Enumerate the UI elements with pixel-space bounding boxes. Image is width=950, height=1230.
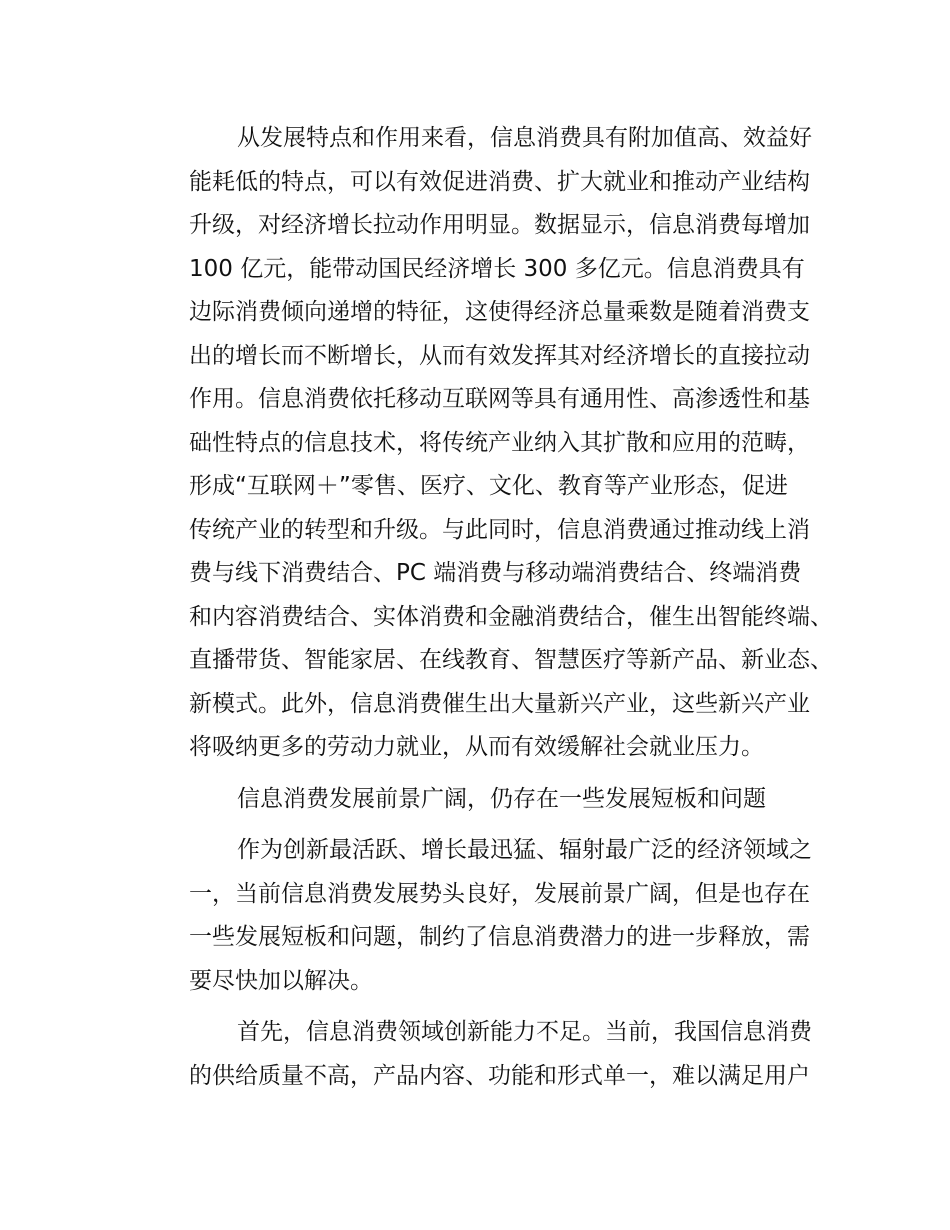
- text-line: 能耗低的特点，可以有效促进消费、扩大就业和推动产业结构: [189, 168, 810, 195]
- text-line: 首先，信息消费领域创新能力不足。当前，我国信息消费: [237, 1019, 812, 1045]
- text-line: 一些发展短板和问题，制约了信息消费潜力的进一步释放，需: [189, 924, 810, 950]
- text-line: 100 亿元，能带动国民经济增长 300 多亿元。信息消费具有: [189, 255, 805, 282]
- paragraph-3: [141, 829, 831, 1003]
- text-line: 新模式。此外，信息消费催生出大量新兴产业，这些新兴产业: [189, 690, 810, 717]
- text-line: 费与线下消费结合、PC 端消费与移动端消费结合、终端消费: [189, 560, 802, 586]
- text-line: 从发展特点和作用来看，信息消费具有附加值高、效益好: [237, 125, 812, 151]
- text-line: 作用。信息消费依托移动互联网等具有通用性、高渗透性和基: [189, 386, 810, 412]
- text-line: 和内容消费结合、实体消费和金融消费结合，催生出智能终端、: [189, 603, 833, 630]
- text-line: 要尽快加以解决。: [189, 967, 373, 994]
- text-line: 出的增长而不断增长，从而有效发挥其对经济增长的直接拉动: [189, 342, 810, 369]
- text-line: 将吸纳更多的劳动力就业，从而有效缓解社会就业压力。: [189, 734, 764, 760]
- section-heading: [141, 778, 831, 822]
- text-line: 形成“互联网＋”零售、医疗、文化、教育等产业形态，促进: [189, 473, 788, 499]
- heading-text: 信息消费发展前景广阔，仍存在一些发展短板和问题: [237, 785, 766, 812]
- text-line: 作为创新最活跃、增长最迅猛、辐射最广泛的经济领域之: [237, 837, 812, 863]
- text-line: 础性特点的信息技术，将传统产业纳入其扩散和应用的范畴，: [189, 429, 810, 456]
- paragraph-1: [141, 117, 831, 770]
- text-line: 一，当前信息消费发展势头良好，发展前景广阔，但是也存在: [189, 880, 810, 907]
- text-line: 边际消费倾向递增的特征，这使得经济总量乘数是随着消费支: [189, 299, 810, 325]
- paragraph-4: [141, 1011, 831, 1098]
- document-body: [141, 117, 831, 1098]
- text-line: 传统产业的转型和升级。与此同时，信息消费通过推动线上消: [189, 516, 810, 543]
- text-line: 直播带货、智能家居、在线教育、智慧医疗等新产品、新业态、: [189, 647, 833, 673]
- text-line: 升级，对经济增长拉动作用明显。数据显示，信息消费每增加: [189, 212, 810, 238]
- text-line: 的供给质量不高，产品内容、功能和形式单一，难以满足用户: [189, 1062, 810, 1089]
